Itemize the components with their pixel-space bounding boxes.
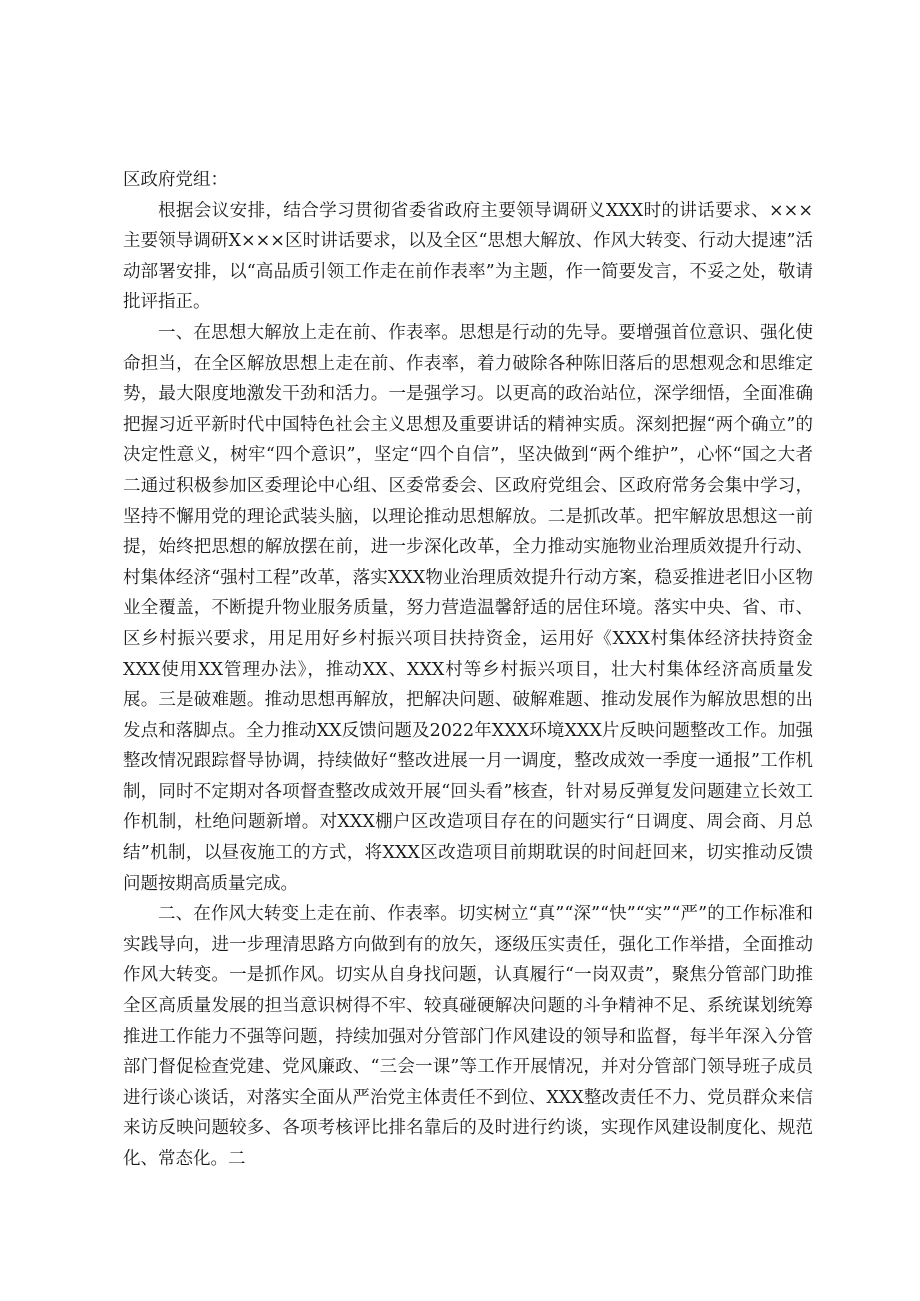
paragraph-section-1: 一、在思想大解放上走在前、作表率。思想是行动的先导。要增强首位意识、强化使命担当，在全区解放思想上走在前、作表率，着力破除各种陈旧落后的思想观念和思维定势，最大限度地激发干劲和活力。一是强学习。以更高的政治站位，深学细悟，全面准确把握习近平新时代中国特色社会主义思想及重要讲话的精神实质。深刻把握“两个确立”的决定性意义，树牢“四个意识”，坚定“四个自信”，坚决做到“两个维护”，心怀“国之大者二通过积极参加区委理论中心组、区委常委会、区政府党组会、区政府常务会集中学习，坚持不懈用党的理论武装头脑，以理论推动思想解放。二是抓改革。把牢解放思想这一前提，始终把思想的解放摆在前，进一步深化改革，全力推动实施物业治理质效提升行动、村集体经济“强村工程”改革，落实XXX物业治理质效提升行动方案，稳妥推进老旧小区物业全覆盖，不断提升物业服务质量，努力营造温馨舒适的居住环境。落实中央、省、市、区乡村振兴要求，用足用好乡村振兴项目扶持资金，运用好《XXX村集体经济扶持资金XXX使用XX管理办法》，推动XX、XXX村等乡村振兴项目，壮大村集体经济高质量发展。三是破难题。推动思想再解放，把解决问题、破解难题、推动发展作为解放思想的出发点和落脚点。全力推动XX反馈问题及2022年XXX环境XXX片反映问题整改工作。加强整改情况跟踪督导协调，持续做好“整改进展一月一调度，整改成效一季度一通报”工作机制，同时不定期对各项督查整改成效开展“回头看”核查，针对易反弹复发问题建立长效工作机制，杜绝问题新增。对XXX棚户区改造项目存在的问题实行“日调度、周会商、月总结”机制，以昼夜施工的方式，将XXX区改造项目前期耽误的时间赶回来，切实推动反馈问题按期高质量完成。 (123, 322, 813, 894)
paragraph-section-2: 二、在作风大转变上走在前、作表率。切实树立“真”“深”“快”“实”“严”的工作标准和实践导向，进一步理清思路方向做到有的放矢，逐级压实责任，强化工作举措，全面推动作风大转变。一是抓作风。切实从自身找问题，认真履行“一岗双责”，聚焦分管部门助推全区高质量发展的担当意识树得不牢、较真碰硬解决问题的斗争精神不足、系统谋划统筹推进工作能力不强等问题，持续加强对分管部门作风建设的领导和监督，每半年深入分管部门督促检查党建、党风廉政、“三会一课”等工作开展情况，并对分管部门领导班子成员进行谈心谈话，对落实全面从严治党主体责任不到位、XXX整改责任不力、党员群众来信来访反映问题较多、各项考核评比排名靠后的及时进行约谈，实现作风建设制度化、规范化、常态化。二 (123, 904, 813, 1169)
salutation: 区政府党组： (123, 170, 228, 190)
paragraph-intro: 根据会议安排，结合学习贯彻省委省政府主要领导调研义XXX时的讲话要求、×××主要领导调研X×××区时讲话要求，以及全区“思想大解放、作风大转变、行动大提速”活动部署安排，以“高品质引领工作走在前作表率”为主题，作一简要发言，不妥之处，敬请批评指正。 (123, 200, 813, 313)
document-page (123, 165, 813, 1175)
